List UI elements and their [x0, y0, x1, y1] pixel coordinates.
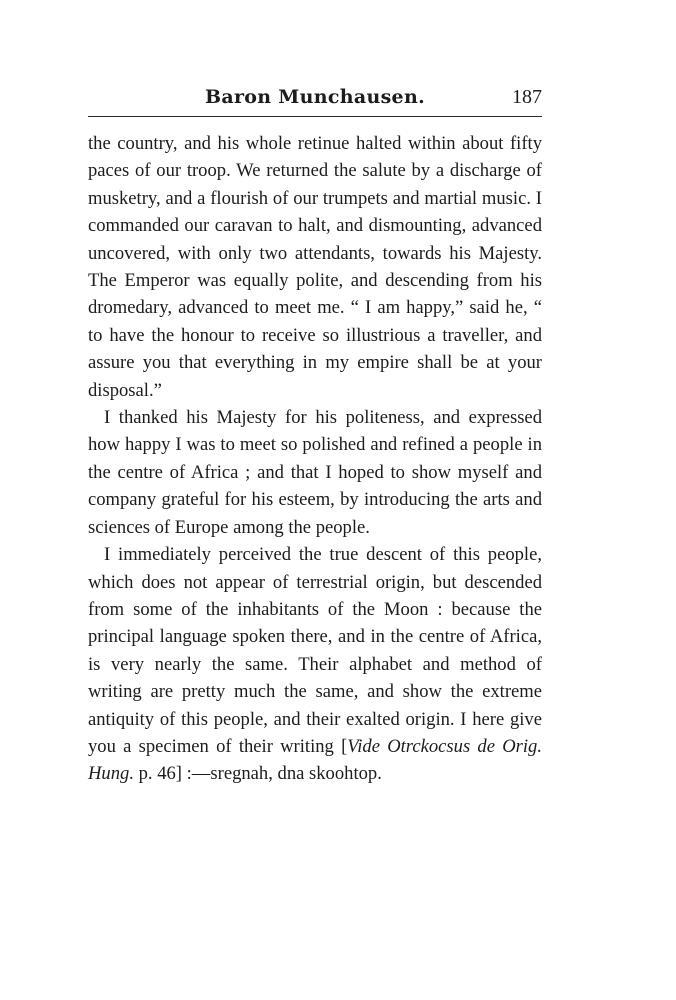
paragraph-3	[88, 541, 542, 788]
running-head	[88, 84, 542, 117]
paragraph-2: I thanked his Majesty for his politeness, and expressed how happy I was to meet so polished and refined a people in the centre of Africa ; and that I hoped to show myself and company grateful for his esteem, by introducing the arts and sciences of Europe among the people.	[88, 407, 542, 538]
page-number: 187	[512, 86, 542, 108]
body-text	[88, 130, 542, 788]
paragraph-1: the country, and his whole retinue halted within about fifty paces of our troop. We returned the salute by a discharge of musketry, and a flourish of our trumpets and martial music. I commanded our caravan to halt, and dismounting, advanced uncovered, with only two attendants, towards his Majesty. The Emperor was equally polite, and descending from his dromedary, advanced to meet me. “ I am happy,” said he, “ to have the honour to receive so illustrious a traveller, and assure you that everything in my empire shall be at your disposal.”	[88, 133, 542, 401]
running-title: Baron Munchausen.	[205, 86, 425, 108]
paragraph-3-text-after: p. 46] :—sregnah, dna skoohtop.	[133, 763, 382, 785]
citation-italic: Vide Otrckocsus de Orig. Hung.	[88, 735, 542, 785]
paragraph-3-text-before: I immediately perceived the true descent of this people, which does not appear of terrestrial origin, but descended from some of the inhabitants of the Moon : because the principal language spoken there, and in the centre of Africa, is very nearly the same. Their alphabet and method of writing are pretty much the same, and show the extreme antiquity of this people, and their exalted origin. I here give you a specimen of their writing [	[88, 544, 542, 757]
